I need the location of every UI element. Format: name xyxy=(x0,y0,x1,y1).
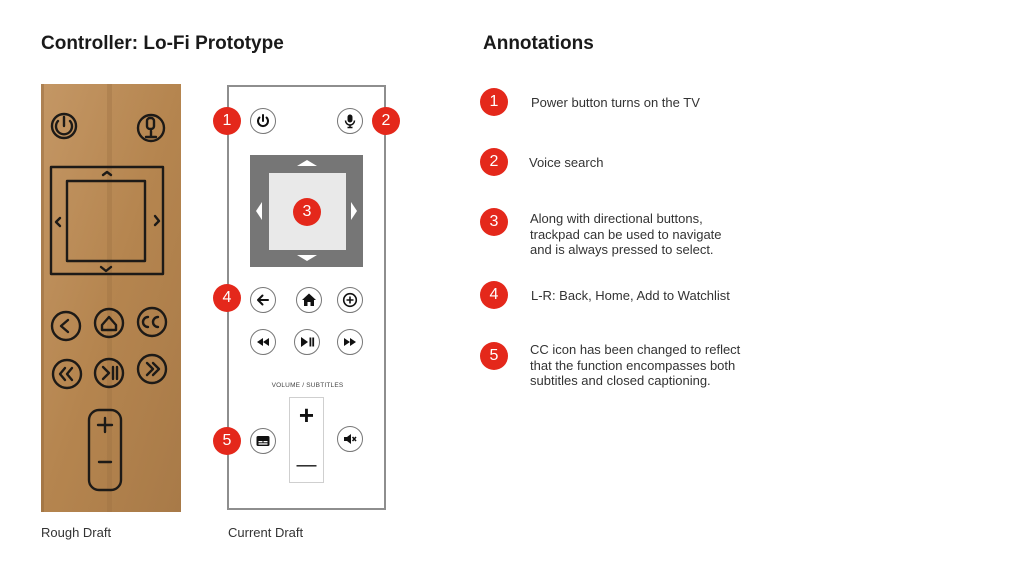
fast-forward-icon xyxy=(342,334,358,350)
back-arrow-icon xyxy=(255,292,271,308)
volume-rocker xyxy=(289,397,324,483)
remote-badge-5: 5 xyxy=(213,427,241,455)
fast-forward-button[interactable] xyxy=(337,329,363,355)
home-button[interactable] xyxy=(296,287,322,313)
microphone-icon xyxy=(342,113,358,129)
voice-search-button[interactable] xyxy=(337,108,363,134)
annotation-text-4: L-R: Back, Home, Add to Watchlist xyxy=(531,288,730,303)
right-arrow-icon[interactable] xyxy=(351,202,357,220)
add-to-watchlist-button[interactable] xyxy=(337,287,363,313)
right-title: Annotations xyxy=(483,33,594,54)
annotation-badge-1: 1 xyxy=(480,88,508,116)
subtitles-button[interactable] xyxy=(250,428,276,454)
play-pause-button[interactable] xyxy=(294,329,320,355)
left-title: Controller: Lo-Fi Prototype xyxy=(41,33,284,54)
play-pause-icon xyxy=(299,334,315,350)
power-icon xyxy=(255,113,271,129)
volume-subtitles-label: VOLUME / SUBTITLES xyxy=(271,382,344,389)
annotation-text-1: Power button turns on the TV xyxy=(531,95,700,110)
rough-draft-caption: Rough Draft xyxy=(41,525,112,540)
up-arrow-icon[interactable] xyxy=(297,160,317,166)
annotation-badge-3: 3 xyxy=(480,208,508,236)
remote-badge-3: 3 xyxy=(293,198,321,226)
power-button[interactable] xyxy=(250,108,276,134)
rough-draft-cardboard-image xyxy=(41,84,181,512)
back-button[interactable] xyxy=(250,287,276,313)
subtitles-icon xyxy=(255,433,271,449)
rewind-button[interactable] xyxy=(250,329,276,355)
volume-up-button[interactable]: + xyxy=(298,400,315,430)
remote-badge-1: 1 xyxy=(213,107,241,135)
remote-badge-2: 2 xyxy=(372,107,400,135)
home-icon xyxy=(301,292,317,308)
volume-down-button[interactable]: — xyxy=(296,454,317,476)
rewind-icon xyxy=(255,334,271,350)
left-arrow-icon[interactable] xyxy=(256,202,262,220)
annotation-badge-4: 4 xyxy=(480,281,508,309)
current-draft-caption: Current Draft xyxy=(228,525,304,540)
add-circle-icon xyxy=(342,292,358,308)
remote-badge-4: 4 xyxy=(213,284,241,312)
annotation-text-3: Along with directional buttons, trackpad can be used to navigate and is always pressed to select. xyxy=(530,211,722,257)
mute-icon xyxy=(342,431,358,447)
annotation-badge-2: 2 xyxy=(480,148,508,176)
annotation-text-5: CC icon has been changed to reflect that the function encompasses both subtitles and closed captioning. xyxy=(530,342,741,388)
annotation-text-2: Voice search xyxy=(529,155,604,170)
mute-button[interactable] xyxy=(337,426,363,452)
down-arrow-icon[interactable] xyxy=(297,255,317,261)
annotation-badge-5: 5 xyxy=(480,342,508,370)
